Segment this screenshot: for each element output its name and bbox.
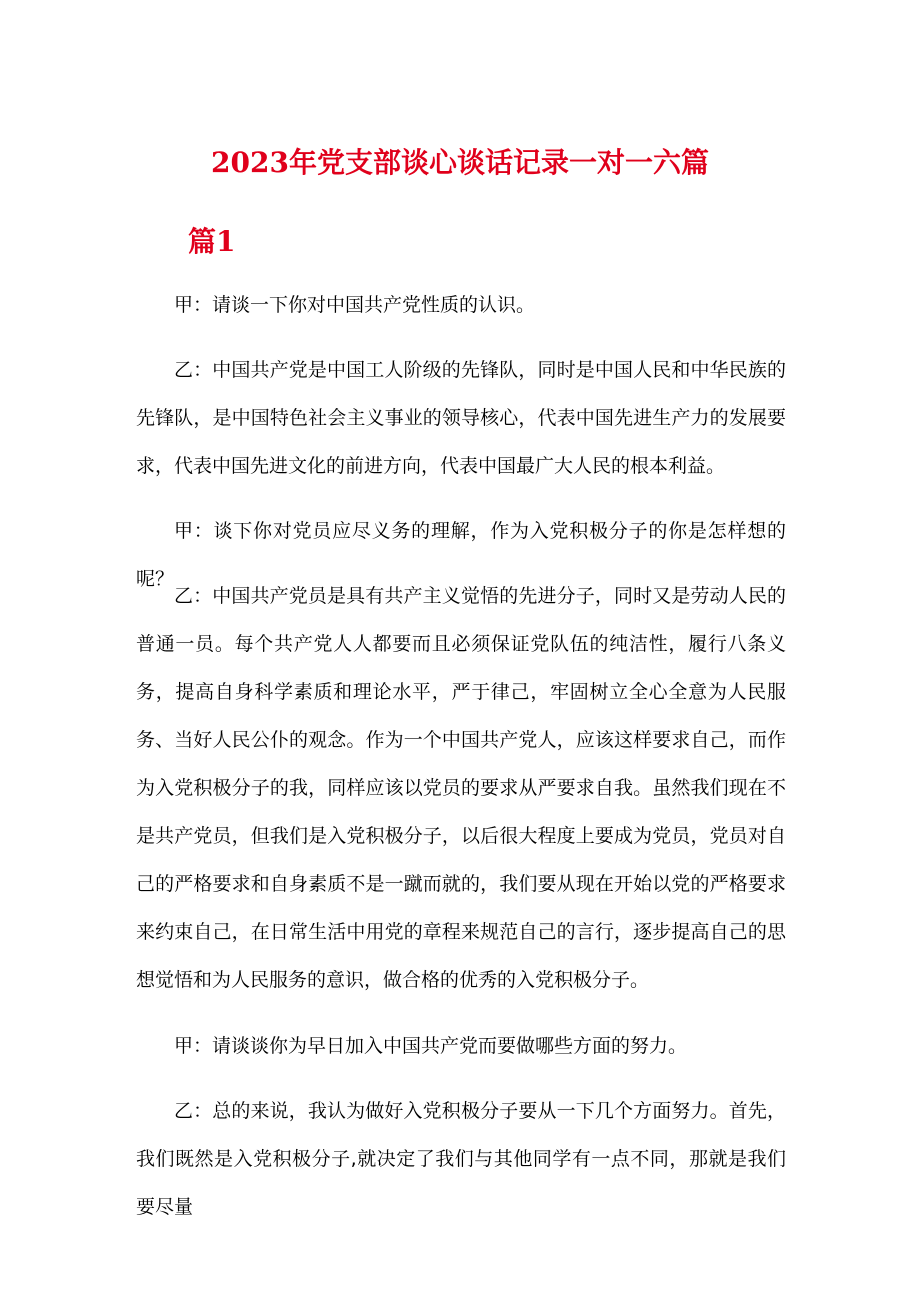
paragraph-text: 中国共产党是中国工人阶级的先锋队，同时是中国人民和中华民族的先锋队，是中国特色社会主义事业的领导核心，代表中国先进生产力的发展要求，代表中国先进文化的前进方向，代表中国最广大人民的根本利益。 [136, 359, 786, 477]
speaker-colon: ： [193, 1035, 213, 1057]
paragraph-text: 中国共产党员是具有共产主义觉悟的先进分子，同时又是劳动人民的普通一员。每个共产党人人都要而且必须保证党队伍的纯洁性，履行八条义务，提高自身科学素质和理论水平，严于律己，牢固树立全心全意为人民服务、当好人民公仆的观念。作为一个中国共产党人，应该这样要求自己，而作为入党积极分子的我，同样应该以党员的要求从严要求自我。虽然我们现在不是共产党员，但我们是入党积极分子，以后很大程度上要成为党员，党员对自己的严格要求和自身素质不是一蹴而就的，我们要从现在开始以党的严格要求来约束自己，在日常生活中用党的章程来规范自己的言行，逐步提高自己的思想觉悟和为人民服务的意识，做合格的优秀的入党积极分子。 [136, 585, 786, 991]
speaker-colon: ： [193, 294, 213, 316]
paragraph-text: 请谈谈你为早日加入中国共产党而要做哪些方面的努力。 [212, 1035, 688, 1057]
speaker-label: 甲 [174, 1035, 194, 1057]
speaker-colon: ： [193, 585, 213, 607]
speaker-label: 甲 [174, 294, 194, 316]
speaker-label: 乙 [174, 1100, 194, 1122]
paragraph-text: 总的来说，我认为做好入党积极分子要从一下几个方面努力。首先，我们既然是入党积极分子,就决定了我们与其他同学有一点不同，那就是我们要尽量 [136, 1100, 786, 1218]
dialogue-paragraph [136, 1087, 786, 1231]
speaker-colon: ： [193, 520, 214, 542]
speaker-label: 甲 [174, 520, 194, 542]
dialogue-paragraph [136, 1022, 786, 1070]
speaker-label: 乙 [174, 359, 194, 381]
paragraph-text: 谈下你对党员应尽义务的理解，作为入党积极分子的你是怎样想的呢？ [136, 520, 786, 590]
paragraph-text: 请谈一下你对中国共产党性质的认识。 [212, 294, 536, 316]
dialogue-paragraph [136, 281, 786, 329]
speaker-colon: ： [193, 1100, 213, 1122]
speaker-colon: ： [193, 359, 213, 381]
section-heading: 篇1 [188, 225, 236, 258]
speaker-label: 乙 [174, 585, 194, 607]
dialogue-paragraph [136, 572, 786, 1004]
dialogue-paragraph [136, 346, 786, 490]
document-title: 2023年党支部谈心谈话记录一对一六篇 [211, 146, 709, 179]
